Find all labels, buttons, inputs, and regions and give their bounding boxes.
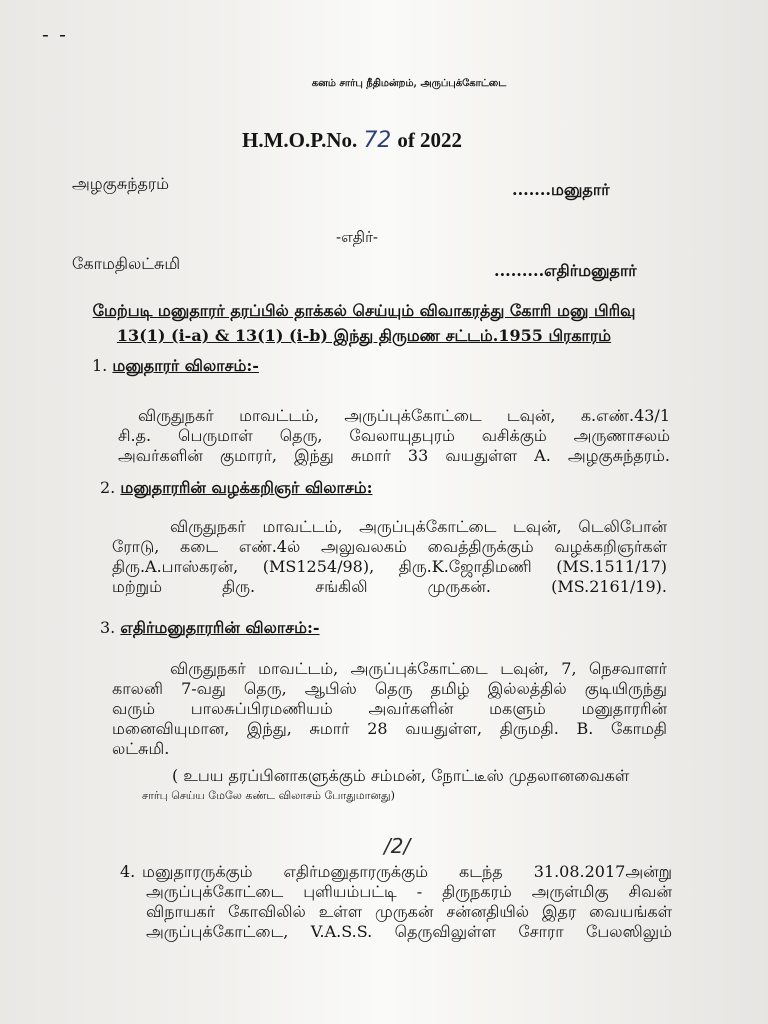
section-4-number: 4. [120,862,136,881]
petitioner-name: அழகுசுந்தரம் [72,174,170,193]
service-note [142,766,692,806]
section-4-body [142,862,672,942]
section-4-line: விநாயகர் கோவிலில் உள்ள முருகன் சன்னதியில் இதர வையங்கள் [146,902,672,921]
section-2-line: மற்றும் திரு. சங்கிலி முருகன். (MS.2161/19). [112,577,667,596]
section-3-line: வரும் பாலசுப்பிரமணியம் அவர்களின் மகளும் மனுதாரரின் [112,699,667,718]
section-3-body [112,659,667,759]
note-line: ( உபய தரப்பினாகளுக்கும் சம்மன், நோட்டீஸ் முதலானவைகள் [172,766,630,785]
respondent-name: கோமதிலட்சுமி [72,254,181,273]
case-prefix: H.M.O.P.No. [242,128,358,152]
section-1-line: சி.த. பெருமாள் தெரு, வேலாயுதபுரம் வசிக்கும் அருணாசலம் [118,426,670,445]
subject-line-2: 13(1) (i-a) & 13(1) (i-b) இந்து திருமண சட்டம்.1955 பிரகாரம் [116,326,612,345]
petitioner-role: .......மனுதார் [512,180,610,199]
section-2-heading [100,478,372,499]
section-1-heading [92,356,259,377]
section-1-line: அவர்களின் குமாரர், இந்து சுமார் 33 வயதுள்ள A. அழகுசுந்தரம். [118,446,670,465]
section-2-line: ரோடு, கடை எண்.4ல் அலுவலகம் வைத்திருக்கும் வழக்கறிஞர்கள் [112,537,667,556]
section-2-line: திரு.A.பாஸ்கரன், (MS1254/98), திரு.K.ஜோதிமணி (MS.1511/17) [112,557,667,576]
section-4-line: அருப்புக்கோட்டை, V.A.S.S. தெருவிலுள்ள சோரா பேலஸிலும் [146,922,672,941]
section-2-line: விருதுநகர் மாவட்டம், அருப்புக்கோட்டை டவுன், டெலிபோன் [170,517,667,536]
subject-line-1: மேற்படி மனுதாரர் தரப்பில் தாக்கல் செய்யும் விவாகரத்து கோரி மனு பிரிவு [92,301,636,320]
page-number-mark: /2/ [384,834,411,858]
petition-subject [84,298,644,348]
section-1-body [118,406,670,466]
case-suffix: of 2022 [397,128,463,152]
section-3-number: 3. [100,618,116,637]
section-2-body [112,517,667,597]
corner-mark: - - [42,22,68,46]
case-number-handwritten: 72 [363,128,392,153]
section-1-line: விருதுநகர் மாவட்டம், அருப்புக்கோட்டை டவுன், க.எண்.43/1 [138,406,670,425]
note-line: சார்பு செய்ய மேலே கண்ட விலாசம் போதுமானது) [142,789,395,802]
section-2-number: 2. [100,478,116,497]
section-3-title: எதிர்மனுதாரரின் விலாசம்:- [120,618,320,637]
section-3-line: மனைவியுமான, இந்து, சுமார் 28 வயதுள்ள, திருமதி. B. கோமதி [112,719,667,738]
section-3-line: விருதுநகர் மாவட்டம், அருப்புக்கோட்டை டவுன், 7, நெசவாளர் [170,659,667,678]
section-3-line: லட்சுமி. [112,739,170,758]
versus-label: -எதிர்- [336,228,378,246]
section-4-line: அருப்புக்கோட்டை புளியம்பட்டி - திருநகரம் அருள்மிகு சிவன் [146,882,672,901]
respondent-role: .........எதிர்மனுதார் [494,261,637,280]
section-1-title: மனுதாரர் விலாசம்:- [112,356,259,375]
section-2-title: மனுதாரரின் வழக்கறிஞர் விலாசம்: [120,478,373,497]
section-3-line: காலனி 7-வது தெரு, ஆபிஸ் தெரு தமிழ் இல்லத்தில் குடியிருந்து [112,679,667,698]
section-3-heading [100,618,320,639]
section-4-line: மனுதாரருக்கும் எதிர்மனுதாரருக்கும் கடந்த 31.08.2017அன்று [142,862,672,881]
court-title: கனம் சார்பு நீதிமன்றம், அருப்புக்கோட்டை [311,78,507,89]
section-1-number: 1. [92,356,108,375]
case-number-line [242,128,462,153]
